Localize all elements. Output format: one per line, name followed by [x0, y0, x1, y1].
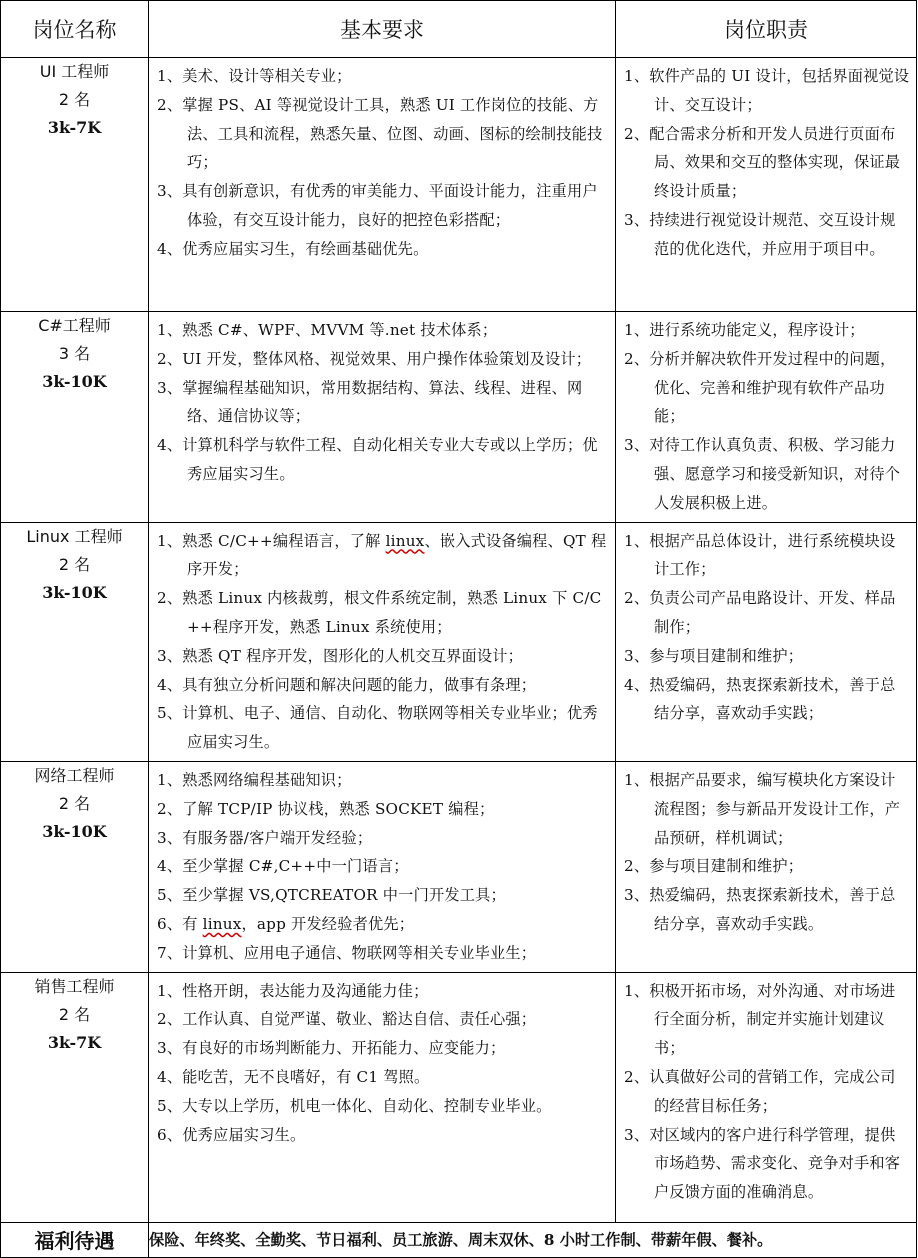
job-row-csharp [1, 312, 917, 523]
benefits-text: 保险、年终奖、全勤奖、节日福利、员工旅游、周末双休、8 小时工作制、带薪年假、餐补。 [149, 1222, 917, 1257]
duties-cell [616, 522, 917, 761]
requirement-item: 7、计算机、应用电子通信、物联网等相关专业毕业生； [157, 943, 537, 962]
duty-item: 2、认真做好公司的营销工作，完成公司的经营目标任务； [624, 1067, 896, 1115]
requirement-item: 4、计算机科学与软件工程、自动化相关专业大专或以上学历；优秀应届实习生。 [157, 436, 598, 483]
duty-item: 3、持续进行视觉设计规范、交互设计规范的优化迭代，并应用于项目中。 [624, 210, 896, 258]
requirement-item: 3、熟悉 QT 程序开发，图形化的人机交互界面设计； [157, 646, 524, 665]
duty-item: 2、配合需求分析和开发人员进行页面布局、效果和交互的整体实现，保证最终设计质量； [624, 124, 901, 201]
duty-item: 4、热爱编码，热衷探索新技术，善于总结分享，喜欢动手实践； [624, 675, 896, 723]
requirement-item: 5、计算机、电子、通信、自动化、物联网等相关专业毕业；优秀应届实习生。 [157, 704, 598, 752]
spellcheck-underline: linux [202, 914, 242, 933]
job-count: 2 名 [58, 793, 91, 813]
job-name-cell [1, 761, 149, 972]
duty-item: 3、热爱编码，热衷探索新技术，善于总结分享，喜欢动手实践。 [624, 886, 896, 933]
header-duties: 岗位职责 [616, 1, 917, 58]
requirement-item: 1、熟悉 C#、WPF、MVVM 等.net 技术体系； [157, 321, 498, 339]
job-count: 3 名 [58, 344, 91, 363]
requirement-item: 4、至少掌握 C#,C++中一门语言； [157, 857, 409, 876]
requirement-item: 6、有 linux，app 开发经验者优先； [157, 914, 415, 933]
benefits-label: 福利待遇 [1, 1222, 149, 1257]
requirements-cell [149, 58, 616, 312]
requirement-item: 6、优秀应届实习生。 [157, 1125, 306, 1144]
requirements-cell [149, 761, 616, 972]
requirement-item: 1、美术、设计等相关专业； [157, 67, 352, 85]
table-header-row [1, 1, 917, 58]
job-count: 2 名 [58, 1004, 91, 1024]
job-title: Linux 工程师 [26, 526, 123, 546]
requirement-item: 2、UI 开发，整体风格、视觉效果、用户操作体验策划及设计； [157, 349, 592, 368]
duty-item: 1、软件产品的 UI 设计，包括界面视觉设计、交互设计； [624, 67, 910, 114]
requirement-item: 3、有服务器/客户端开发经验； [157, 828, 373, 847]
job-salary: 3k-10K [42, 372, 107, 391]
duty-item: 1、进行系统功能定义，程序设计； [624, 321, 865, 339]
requirement-item: 2、工作认真、自觉严谨、敬业、豁达自信、责任心强； [157, 1010, 537, 1029]
requirement-item: 4、能吃苦，无不良嗜好，有 C1 驾照。 [157, 1067, 430, 1086]
duty-item: 1、根据产品总体设计，进行系统模块设计工作； [624, 531, 896, 579]
duty-item: 1、根据产品要求，编写模块化方案设计流程图；参与新品开发设计工作，产品预研，样机调试； [624, 770, 901, 847]
job-row-ui [1, 58, 917, 312]
job-name-cell [1, 522, 149, 761]
job-row-linux [1, 522, 917, 761]
job-name-cell [1, 312, 149, 523]
requirement-item: 3、掌握编程基础知识，常用数据结构、算法、线程、进程、网络、通信协议等； [157, 378, 583, 426]
job-title: C#工程师 [38, 316, 111, 335]
requirement-item: 5、至少掌握 VS,QTCREATOR 中一门开发工具； [157, 886, 506, 905]
job-count: 2 名 [58, 90, 91, 109]
duty-item: 3、参与项目建制和维护； [624, 646, 804, 665]
job-title: 销售工程师 [34, 976, 115, 996]
requirement-item: 4、优秀应届实习生，有绘画基础优先。 [157, 239, 429, 258]
requirement-item: 2、掌握 PS、AI 等视觉设计工具，熟悉 UI 工作岗位的技能、方法、工具和流程，熟悉矢量、位图、动画、图标的绘制技能技巧； [157, 95, 603, 172]
job-title: 网络工程师 [34, 765, 115, 785]
requirement-item: 2、熟悉 Linux 内核裁剪，根文件系统定制，熟悉 Linux 下 C/C++程序开发，熟悉 Linux 系统使用； [157, 589, 602, 636]
job-count: 2 名 [58, 554, 91, 574]
duty-item: 3、对区域内的客户进行科学管理，提供市场趋势、需求变化、竞争对手和客户反馈方面的准确消息。 [624, 1125, 901, 1202]
duty-item: 2、分析并解决软件开发过程中的问题，优化、完善和维护现有软件产品功能； [624, 349, 896, 426]
duties-cell [616, 58, 917, 312]
header-name: 岗位名称 [1, 1, 149, 58]
job-row-network [1, 761, 917, 972]
requirement-item: 1、性格开朗，表达能力及沟通能力佳； [157, 981, 429, 1000]
job-salary: 3k-7K [47, 1032, 102, 1052]
requirement-item: 5、大专以上学历，机电一体化、自动化、控制专业毕业。 [157, 1096, 552, 1115]
job-salary: 3k-10K [42, 821, 107, 841]
duties-cell [616, 972, 917, 1222]
job-row-sales [1, 972, 917, 1222]
job-title: UI 工程师 [39, 62, 110, 81]
requirement-item: 3、有良好的市场判断能力、开拓能力、应变能力； [157, 1039, 506, 1058]
duties-cell [616, 312, 917, 523]
requirement-item: 4、具有独立分析问题和解决问题的能力，做事有条理； [157, 675, 537, 694]
requirement-item: 1、熟悉 C/C++编程语言，了解 linux、嵌入式设备编程、QT 程序开发； [157, 531, 607, 579]
requirement-item: 1、熟悉网络编程基础知识； [157, 770, 352, 789]
job-salary: 3k-10K [42, 582, 107, 602]
job-name-cell [1, 972, 149, 1222]
header-requirements: 基本要求 [149, 1, 616, 58]
job-name-cell [1, 58, 149, 312]
requirements-cell [149, 522, 616, 761]
benefits-row [1, 1222, 917, 1257]
requirement-item: 2、了解 TCP/IP 协议栈，熟悉 SOCKET 编程； [157, 799, 495, 818]
duty-item: 2、负责公司产品电路设计、开发、样品制作； [624, 589, 896, 636]
job-salary: 3k-7K [47, 118, 102, 137]
requirements-cell [149, 312, 616, 523]
duties-cell [616, 761, 917, 972]
requirements-cell [149, 972, 616, 1222]
requirement-item: 3、具有创新意识，有优秀的审美能力、平面设计能力，注重用户体验，有交互设计能力，良好的把控色彩搭配； [157, 182, 598, 229]
duty-item: 1、积极开拓市场，对外沟通、对市场进行全面分析，制定并实施计划建议书； [624, 981, 896, 1058]
duty-item: 2、参与项目建制和维护； [624, 857, 804, 876]
spellcheck-underline: linux [385, 531, 425, 550]
duty-item: 3、对待工作认真负责、积极、学习能力强、愿意学习和接受新知识，对待个人发展积极上进。 [624, 436, 901, 512]
